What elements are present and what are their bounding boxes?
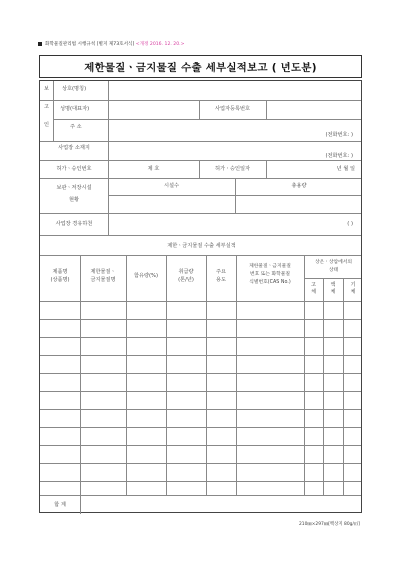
- table-row: [40, 463, 361, 464]
- rule: [108, 81, 109, 160]
- rule: [40, 213, 361, 214]
- col-cas-1: 제한물질ㆍ금지물질: [249, 264, 291, 269]
- col-product-name-1: 제품명: [52, 269, 68, 275]
- state-liquid: 액체: [330, 282, 336, 295]
- col-content: 함유량(%): [133, 273, 158, 279]
- col-use-2: 용도: [215, 277, 227, 283]
- total-label: 합 계: [54, 502, 66, 508]
- col-substance-1: 제한물질ㆍ: [90, 269, 116, 275]
- col-cas-2: 번호 또는 화학물질: [249, 272, 291, 277]
- square-bullet-icon: [38, 42, 42, 46]
- rule: [40, 141, 361, 142]
- col-product-name-2: (상품명): [50, 277, 70, 283]
- address-label: 주 소: [70, 124, 82, 130]
- permit-no-value: 제 호: [147, 166, 160, 172]
- storage-label-line2: 현황: [68, 197, 80, 203]
- rule: [108, 213, 109, 235]
- rule: [40, 160, 361, 161]
- permit-date-value: 년 월 일: [336, 166, 355, 172]
- side-label-2: 고: [43, 104, 49, 110]
- revision-date: <개정 2016. 12. 20.>: [135, 42, 185, 47]
- table-row: [40, 319, 361, 320]
- river-route-label: 사업장 경유하천: [55, 221, 93, 227]
- col-handled-1: 취급량: [178, 269, 194, 275]
- col-cas-3: 식별번호(CAS No.): [249, 280, 291, 285]
- state-solid: 고체: [310, 282, 316, 295]
- site-location-label: 사업장 소재지: [58, 145, 90, 151]
- rule: [53, 81, 54, 141]
- table-row: [40, 445, 361, 446]
- table-row: [40, 427, 361, 428]
- form-title-box: [39, 55, 362, 78]
- rule: [206, 255, 207, 495]
- permit-date-label: 허가ㆍ승인일자: [214, 166, 251, 172]
- side-label-3: 인: [43, 122, 49, 128]
- rule: [126, 255, 127, 495]
- table-row: [40, 495, 361, 496]
- representative-label: 성명(대표자): [60, 106, 90, 112]
- table-row: [40, 391, 361, 392]
- table-row: [40, 481, 361, 482]
- rule: [304, 278, 361, 279]
- rule: [40, 301, 361, 302]
- col-handled-2: (톤/년): [178, 277, 194, 283]
- rule: [166, 255, 167, 495]
- rule: [266, 160, 267, 178]
- rule: [40, 178, 361, 179]
- rule: [40, 235, 361, 236]
- permit-no-label: 허가ㆍ승인번호: [56, 166, 92, 172]
- business-reg-no-label: 사업자등록번호: [214, 106, 251, 112]
- state-gas: 기체: [350, 282, 356, 295]
- facility-count-label: 시설수: [163, 183, 180, 189]
- col-substance-2: 금지물질명: [90, 277, 116, 283]
- rule: [40, 255, 361, 256]
- rule: [80, 255, 81, 514]
- total-volume-label: 총용량: [291, 183, 307, 189]
- col-state-1: 상온ㆍ상압에서의: [314, 260, 353, 265]
- table-row: [40, 373, 361, 374]
- form-title: 제한물질ㆍ금지물질 수출 세부실적보고 ( 년도분): [84, 62, 317, 74]
- rule: [236, 255, 237, 495]
- rule: [40, 100, 361, 101]
- rule: [266, 100, 267, 119]
- table-row: [40, 355, 361, 356]
- form-header-note: [38, 41, 184, 47]
- phone-2: (전화번호: ): [325, 153, 353, 159]
- report-form: [39, 80, 362, 513]
- law-reference: 화학물질관리법 시행규칙 [별지 제73호서식]: [45, 42, 135, 47]
- paper-size-note: 210㎜×297㎜[백상지 80g/㎡]: [298, 522, 360, 527]
- performance-section-title: 제한ㆍ금지물질 수출 세부실적: [167, 243, 236, 249]
- col-use-1: 주요: [215, 269, 227, 275]
- phone-1: (전화번호: ): [325, 132, 353, 138]
- col-state-2: 상태: [328, 268, 339, 273]
- river-route-value: ( ): [347, 221, 353, 227]
- side-label-1: 보: [43, 86, 49, 92]
- storage-label-line1: 보관ㆍ저장시설: [56, 185, 92, 191]
- table-row: [40, 409, 361, 410]
- table-row: [40, 337, 361, 338]
- business-name-label: 상호(명칭): [62, 86, 87, 92]
- rule: [53, 119, 361, 120]
